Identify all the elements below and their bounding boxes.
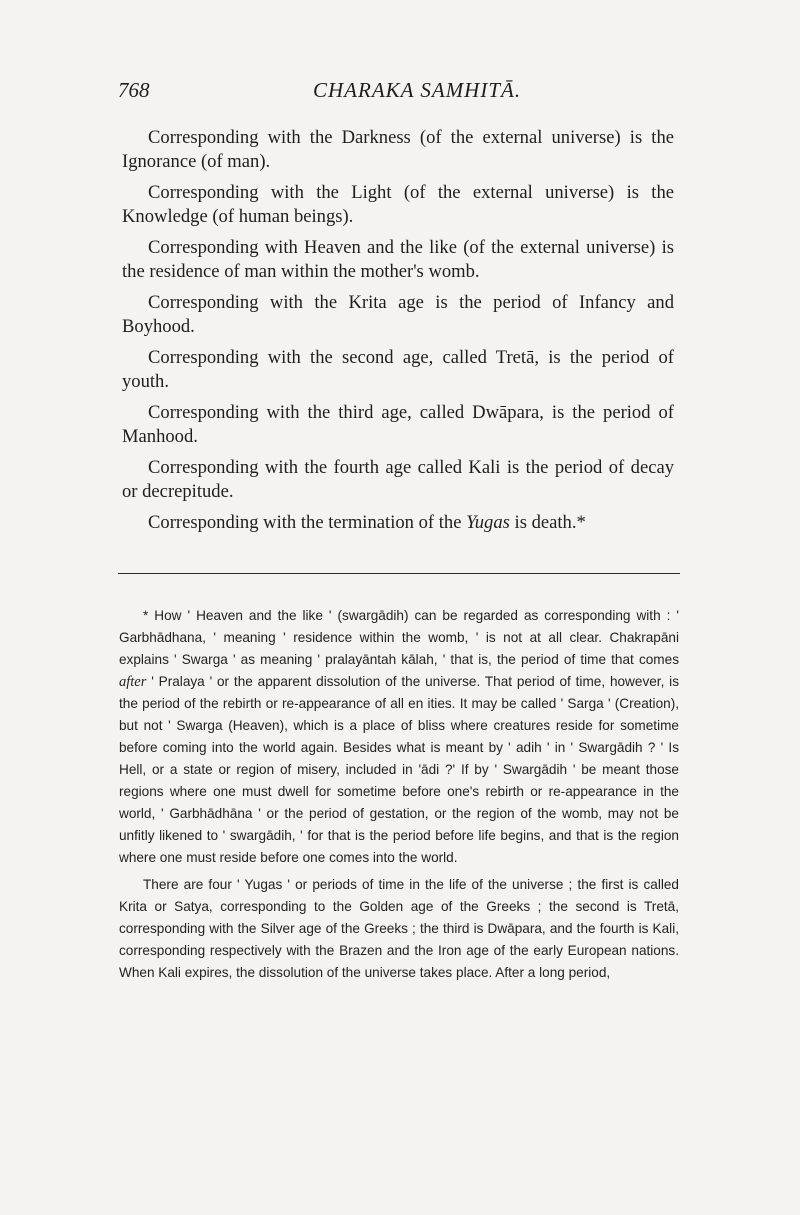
page-header (118, 78, 682, 110)
running-title: CHARAKA SAMHITĀ. (313, 78, 522, 102)
paragraph-kali-age: Corresponding with the fourth age called Kali is the period of decay or decrepitude. (122, 457, 674, 502)
paragraph-heaven: Corresponding with Heaven and the like (of the external universe) is the residence of man within the mother's womb. (122, 237, 674, 282)
footnote-divider (118, 573, 680, 574)
paragraph-dwapara-age: Corresponding with the third age, called Dwāpara, is the period of Manhood. (122, 402, 674, 447)
footnote-emphasis: after (119, 674, 147, 690)
paragraph-light: Corresponding with the Light (of the external universe) is the Knowledge (of human beings). (122, 182, 674, 227)
footnote-yugas: There are four ' Yugas ' or periods of time in the life of the universe ; the first is called Krita or Satya, corresponding to the Golden age of the Greeks ; the second is Tretā, corresponding with the Silver age of the Greeks ; the third is Dwāpara, and the fourth is Kali, corresponding respectively with the Brazen and the Iron age of the early European nations. When Kali expires, the dissolution of the universe takes place. After a long period, (119, 877, 679, 980)
yugas-emphasis: Yugas (466, 512, 510, 533)
paragraph-yugas-termination (122, 511, 674, 535)
paragraph-krita-age: Corresponding with the Krita age is the period of Infancy and Boyhood. (122, 292, 674, 337)
paragraph-darkness: Corresponding with the Darkness (of the external universe) is the Ignorance (of man). (122, 127, 674, 172)
footnote-swargadih (119, 605, 679, 869)
page-number: 768 (118, 78, 150, 102)
yugas-text-after: is death.* (509, 512, 586, 533)
main-text (122, 126, 674, 542)
yugas-text-before: Corresponding with the termination of the (148, 512, 467, 533)
footnote-part2: ' Pralaya ' or the apparent dissolution of the universe. That period of time, however, is the period of the rebirth or re-appearance of all en ities. It may be called ' Sarga ' (Creation), but not ' Swarga (Heaven), which is a place of bliss where creatures reside for sometime before coming into the world again. Besides what is meant by ' adih ' in ' Swargādih ? ' Is Hell, or a state or region of misery, included in 'ādi ?' If by ' Swargādih ' be meant those regions where one must dwell for sometime before one's rebirth or re-appearance in the world, ' Garbhādhāna ' or the period of gestation, or the region of the womb, may not be unfitly likened to ' swargādih, ' for that is the period before life begins, and that is the region where one must reside before one comes into the world. (119, 674, 679, 865)
footnote-part1: * How ' Heaven and the like ' (swargādih) can be regarded as corresponding with : ' Garbhādhana, ' meaning ' residence within the womb, ' is not at all clear. Chakrapāni explains ' Swarga ' as meaning ' pralayāntah kālah, ' that is, the period of time that comes (119, 608, 679, 667)
footnotes (119, 605, 679, 989)
paragraph-treta-age: Corresponding with the second age, called Tretā, is the period of youth. (122, 347, 674, 392)
